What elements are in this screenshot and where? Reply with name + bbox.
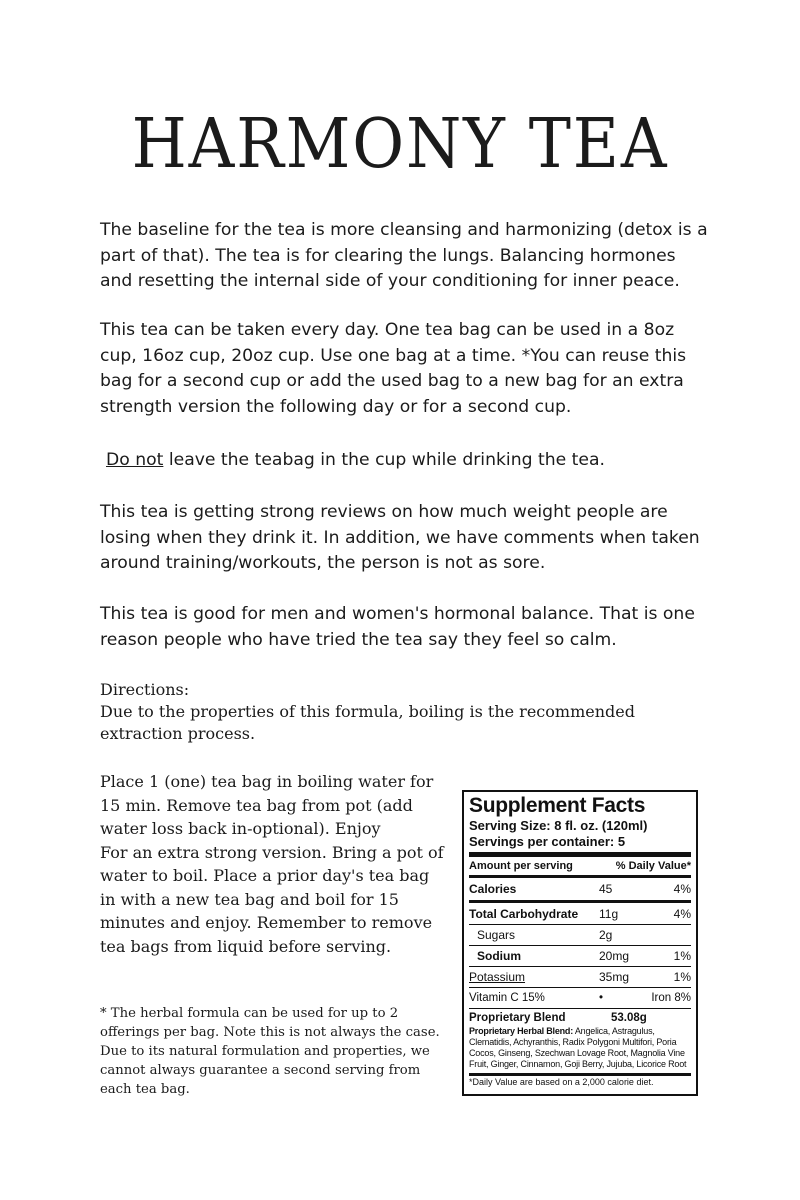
facts-row-vitamins: [469, 987, 691, 1008]
facts-row-potassium: Potassium 35mg 1%: [469, 966, 691, 987]
facts-header-row: [469, 858, 691, 874]
amount-header: Amount per serving: [469, 860, 573, 872]
facts-divider: [469, 875, 691, 878]
page-title: HARMONY TEA: [131, 105, 669, 184]
blend-label: Proprietary Herbal Blend:: [469, 1026, 574, 1036]
directions-heading: Directions:: [100, 680, 190, 699]
reviews-paragraph: This tea is getting strong reviews on how much weight people are losing when they drink it. In addition, we have comments when taken around training/workouts, the person is not as sore.: [100, 502, 700, 573]
facts-row-sugars: Sugars 2g: [469, 924, 691, 945]
facts-row-blend: [469, 1008, 691, 1026]
bullet-dot: •: [598, 992, 604, 1004]
supplement-facts-panel: [462, 790, 698, 1096]
facts-row-carbohydrate: Total Carbohydrate 11g 4%: [469, 907, 691, 921]
vitamin-c: Vitamin C 15%: [469, 992, 545, 1004]
dv-header: % Daily Value*: [615, 860, 691, 872]
daily-value-note: *Daily Value are based on a 2,000 calorie diet.: [469, 1073, 691, 1089]
do-not-underlined: Do not: [106, 450, 164, 470]
step-one: Place 1 (one) tea bag in boiling water for 15 min. Remove tea bag from pot (add water loss back in-optional). Enjoy: [100, 772, 434, 838]
intro-paragraph: The baseline for the tea is more cleansing and harmonizing (detox is a part of that). The tea is for clearing the lungs. Balancing hormones and resetting the internal side of your conditioning for inner peace.: [100, 220, 708, 291]
facts-divider: [469, 852, 691, 857]
facts-divider: [469, 900, 691, 903]
balance-paragraph: This tea is good for men and women's hormonal balance. That is one reason people who have tried the tea say they feel so calm.: [100, 604, 695, 650]
iron: Iron 8%: [651, 992, 691, 1004]
step-two: For an extra strong version. Bring a pot of water to boil. Place a prior day's tea bag in with a new tea bag and boil for 15 minutes and enjoy. Remember to remove tea bags from liquid before serving.: [100, 842, 444, 956]
blend-amount: 53.08g: [611, 1012, 647, 1024]
servings-per-container: Servings per container: 5: [469, 834, 626, 849]
serving-size: Serving Size: 8 fl. oz. (120ml): [469, 818, 648, 833]
blend-ingredient-list: Angelica, Astragulus, Clematidis, Achyranthis, Radix Polygoni Multifori, Poria Cocos, Ginseng, Szechwan Lovage Root, Magnolia Vine Fruit, Ginger, Cinnamon, Goji Berry, Jujuba, Licorice Root: [469, 1026, 687, 1069]
footnote: * The herbal formula can be used for up to 2 offerings per bag. Note this is not always the case. Due to its natural formulation and properties, we cannot always guarantee a second serving from each tea bag.: [100, 1006, 440, 1097]
directions-text: Due to the properties of this formula, boiling is the recommended extraction process.: [100, 702, 635, 743]
facts-row-calories: Calories 45 4%: [469, 882, 691, 896]
blend-name: Proprietary Blend: [469, 1012, 566, 1024]
directions-block: [100, 679, 680, 745]
directions-steps: [100, 770, 445, 958]
blend-ingredients: [469, 1026, 691, 1070]
usage-paragraph: This tea can be taken every day. One tea bag can be used in a 8oz cup, 16oz cup, 20oz cup. Use one bag at a time. *You can reuse this bag for a second cup or add the used bag to a new bag for an extra strength version the following day or for a second cup.: [100, 320, 687, 417]
warning-rest: leave the teabag in the cup while drinking the tea.: [163, 450, 605, 470]
facts-row-sodium: Sodium 20mg 1%: [469, 945, 691, 966]
warning-paragraph: [100, 448, 710, 474]
facts-title: Supplement Facts: [469, 794, 646, 817]
